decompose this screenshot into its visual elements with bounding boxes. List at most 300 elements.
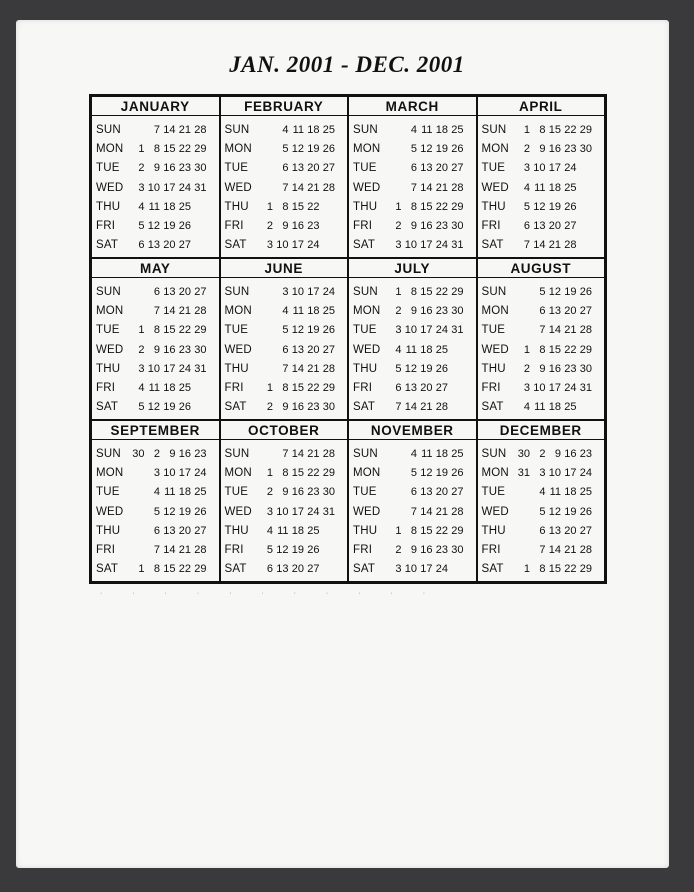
- weekday-row: [225, 359, 345, 378]
- date-number: [258, 363, 274, 375]
- weekday-label: WED: [481, 181, 509, 194]
- date-number: 22: [435, 200, 448, 213]
- date-number: 2: [395, 304, 402, 317]
- date-number: 15: [548, 563, 561, 576]
- date-list: [258, 544, 336, 556]
- weekday-row: [96, 216, 216, 235]
- weekday-row: [482, 521, 602, 540]
- date-number: [258, 182, 274, 194]
- weekday-label: SAT: [224, 239, 247, 252]
- weekday-row: [353, 463, 473, 482]
- date-number: 16: [291, 220, 304, 233]
- date-number: 18: [548, 401, 561, 414]
- date-number: 12: [548, 505, 561, 518]
- date-list: [258, 344, 336, 356]
- date-number: 11: [148, 382, 160, 395]
- date-number: 7: [153, 123, 160, 136]
- date-number: 16: [420, 220, 433, 233]
- date-number: [320, 220, 336, 232]
- weekday-label: THU: [224, 362, 249, 375]
- date-number: 24: [178, 362, 191, 375]
- date-number: 2: [523, 362, 530, 375]
- date-number: 27: [194, 285, 207, 298]
- date-number: 25: [451, 447, 464, 460]
- date-number: 28: [194, 123, 207, 136]
- weekday-label: MON: [353, 466, 381, 479]
- date-number: 26: [564, 200, 577, 213]
- date-number: 22: [178, 563, 191, 576]
- date-number: 20: [420, 382, 433, 395]
- weekday-row: [225, 236, 345, 255]
- date-number: 4: [153, 486, 160, 499]
- date-number: 5: [410, 142, 417, 155]
- date-number: [191, 220, 207, 232]
- date-number: 2: [266, 220, 273, 233]
- weekday-label: WED: [481, 343, 509, 356]
- date-number: 6: [282, 343, 289, 356]
- date-number: [258, 124, 274, 136]
- weekday-row: [96, 444, 216, 463]
- date-number: 20: [178, 524, 191, 537]
- date-list: [129, 506, 207, 518]
- date-list: [515, 201, 593, 213]
- date-number: [320, 544, 336, 556]
- date-number: 31: [194, 181, 207, 194]
- date-number: 14: [548, 544, 561, 557]
- date-number: 23: [564, 362, 577, 375]
- weekday-row: [225, 282, 345, 301]
- date-number: 17: [163, 181, 176, 194]
- date-number: 10: [163, 466, 176, 479]
- week-rows: [349, 440, 476, 581]
- date-number: 30: [194, 343, 207, 356]
- date-list: [386, 486, 464, 498]
- date-number: [258, 162, 274, 174]
- date-list: [515, 182, 593, 194]
- date-number: [577, 401, 593, 413]
- date-number: 18: [435, 447, 448, 460]
- weekday-row: [482, 216, 602, 235]
- date-number: 16: [163, 162, 176, 175]
- weekday-label: FRI: [481, 544, 501, 557]
- calendar-title: JAN. 2001 - DEC. 2001: [229, 52, 465, 77]
- date-number: 26: [178, 401, 191, 414]
- date-number: 24: [322, 285, 335, 298]
- weekday-row: [225, 483, 345, 502]
- weekday-label: THU: [353, 362, 378, 375]
- month-name: AUGUST: [478, 259, 605, 278]
- date-number: [129, 506, 145, 518]
- weekday-label: TUE: [96, 162, 120, 175]
- date-number: [448, 401, 464, 413]
- weekday-label: MON: [224, 466, 252, 479]
- date-number: 10: [404, 563, 417, 576]
- weekday-label: SUN: [353, 123, 378, 136]
- date-list: [515, 239, 593, 251]
- weekday-label: FRI: [224, 544, 244, 557]
- week-rows: [221, 116, 348, 257]
- month-name: MARCH: [349, 97, 476, 116]
- weekday-label: SUN: [96, 447, 121, 460]
- weekday-row: [225, 340, 345, 359]
- date-number: 3: [266, 505, 273, 518]
- date-number: [129, 525, 145, 537]
- date-number: 20: [548, 220, 561, 233]
- weekday-label: TUE: [224, 486, 249, 499]
- date-number: [258, 286, 274, 298]
- date-number: 25: [178, 382, 191, 395]
- date-list: [258, 305, 336, 317]
- weekday-row: [353, 216, 473, 235]
- date-list: [129, 401, 207, 413]
- date-number: 28: [564, 239, 577, 252]
- date-number: 9: [410, 544, 417, 557]
- date-number: 20: [435, 486, 448, 499]
- date-list: [515, 305, 593, 317]
- date-number: 12: [291, 324, 304, 337]
- weekday-label: WED: [353, 181, 381, 194]
- date-number: 19: [307, 142, 320, 155]
- date-list: [258, 525, 336, 537]
- month-block-january: [91, 96, 220, 258]
- date-number: 22: [435, 524, 448, 537]
- date-number: 1: [138, 563, 145, 576]
- weekday-row: [353, 398, 473, 417]
- date-number: 8: [539, 123, 546, 136]
- month-block-september: [91, 420, 220, 582]
- date-number: 10: [548, 466, 561, 479]
- date-number: 15: [420, 285, 433, 298]
- weekday-label: TUE: [481, 324, 506, 337]
- date-number: 10: [291, 285, 304, 298]
- date-list: [258, 382, 336, 394]
- date-number: 19: [435, 142, 448, 155]
- month-name: JANUARY: [92, 97, 219, 116]
- date-number: 3: [395, 239, 402, 252]
- weekday-row: [96, 197, 216, 216]
- date-list: [386, 286, 464, 298]
- date-number: 27: [307, 563, 320, 576]
- date-number: 5: [282, 142, 289, 155]
- date-number: [515, 286, 531, 298]
- weekday-row: [482, 197, 602, 216]
- weekday-row: [482, 321, 602, 340]
- date-number: 13: [548, 304, 561, 317]
- date-number: 12: [291, 142, 304, 155]
- date-number: 23: [307, 486, 320, 499]
- date-number: 15: [163, 142, 176, 155]
- month-block-february: [220, 96, 349, 258]
- date-number: 26: [451, 142, 464, 155]
- date-number: 12: [548, 285, 561, 298]
- date-number: 26: [307, 544, 320, 557]
- date-number: [386, 506, 402, 518]
- date-number: [129, 305, 145, 317]
- date-list: [258, 286, 336, 298]
- date-number: 29: [579, 343, 592, 356]
- date-number: 21: [178, 544, 191, 557]
- date-number: 23: [178, 343, 191, 356]
- date-number: 15: [548, 123, 561, 136]
- month-block-march: [348, 96, 477, 258]
- weekday-row: [225, 398, 345, 417]
- weekday-label: THU: [481, 524, 506, 537]
- weekday-label: THU: [224, 200, 249, 213]
- date-number: 10: [404, 324, 417, 337]
- date-number: 9: [410, 220, 417, 233]
- date-number: 14: [291, 362, 304, 375]
- date-number: 20: [307, 343, 320, 356]
- weekday-row: [225, 321, 345, 340]
- weekday-label: SUN: [224, 123, 250, 136]
- date-number: 11: [534, 401, 546, 414]
- date-list: [258, 239, 336, 251]
- date-number: 9: [410, 304, 417, 317]
- weekday-row: [353, 340, 473, 359]
- weekday-label: THU: [481, 200, 506, 213]
- date-number: 10: [147, 362, 160, 375]
- date-number: 17: [307, 285, 320, 298]
- date-number: 5: [523, 200, 530, 213]
- date-number: 27: [579, 304, 592, 317]
- date-number: 12: [163, 505, 176, 518]
- date-list: [386, 143, 464, 155]
- date-number: 27: [322, 343, 335, 356]
- weekday-row: [482, 483, 602, 502]
- weekday-row: [96, 463, 216, 482]
- weekday-row: [353, 502, 473, 521]
- date-number: 25: [178, 200, 191, 213]
- date-number: 17: [548, 162, 561, 175]
- weekday-label: TUE: [481, 486, 506, 499]
- weekday-label: FRI: [353, 382, 373, 395]
- date-number: 22: [564, 123, 577, 136]
- date-number: 3: [523, 382, 530, 395]
- date-number: 23: [307, 401, 320, 414]
- date-number: 13: [420, 162, 433, 175]
- month-block-april: [477, 96, 606, 258]
- date-number: 2: [395, 544, 402, 557]
- date-number: 14: [163, 544, 176, 557]
- date-number: 7: [410, 181, 417, 194]
- date-number: 4: [138, 200, 145, 213]
- date-list: [515, 506, 593, 518]
- weekday-row: [96, 398, 216, 417]
- date-number: 2: [138, 162, 145, 175]
- date-number: 22: [435, 285, 448, 298]
- date-number: 9: [282, 220, 289, 233]
- date-number: 2: [153, 447, 160, 460]
- date-number: 24: [178, 181, 191, 194]
- weekday-label: MON: [96, 466, 124, 479]
- date-number: 30: [579, 142, 592, 155]
- date-list: [515, 344, 593, 356]
- date-number: 16: [291, 401, 304, 414]
- date-number: [577, 162, 593, 174]
- weekday-label: WED: [96, 505, 124, 518]
- date-number: 31: [194, 362, 207, 375]
- date-number: 18: [307, 304, 320, 317]
- weekday-row: [353, 120, 473, 139]
- date-number: 29: [451, 200, 464, 213]
- weekday-row: [482, 359, 602, 378]
- date-number: 2: [266, 401, 273, 414]
- date-number: 17: [291, 239, 304, 252]
- weekday-label: WED: [353, 343, 381, 356]
- date-number: 5: [410, 466, 417, 479]
- date-number: 27: [579, 524, 592, 537]
- date-number: 19: [420, 362, 433, 375]
- date-list: [258, 563, 336, 575]
- date-number: 5: [282, 324, 289, 337]
- date-number: 11: [148, 200, 160, 213]
- date-number: [129, 124, 145, 136]
- date-number: 11: [421, 447, 433, 460]
- date-number: 18: [163, 200, 176, 213]
- date-number: 2: [266, 486, 273, 499]
- date-number: 27: [451, 162, 464, 175]
- month-name: DECEMBER: [478, 421, 605, 440]
- weekday-label: TUE: [353, 162, 377, 175]
- week-rows: [478, 440, 605, 581]
- date-number: 19: [163, 220, 176, 233]
- weekday-label: TUE: [224, 162, 249, 175]
- date-number: 22: [307, 382, 320, 395]
- date-number: 3: [266, 239, 273, 252]
- date-number: [258, 143, 274, 155]
- date-number: 29: [579, 563, 592, 576]
- weekday-label: MON: [481, 466, 509, 479]
- date-list: [386, 182, 464, 194]
- date-number: 29: [451, 285, 464, 298]
- date-number: 10: [533, 162, 546, 175]
- date-number: 25: [564, 181, 577, 194]
- date-number: 30: [451, 304, 464, 317]
- date-number: [129, 486, 145, 498]
- weekday-row: [96, 340, 216, 359]
- weekday-label: SAT: [481, 239, 504, 252]
- date-list: [386, 305, 464, 317]
- date-number: 6: [410, 162, 417, 175]
- date-number: 16: [178, 447, 191, 460]
- date-number: [191, 239, 207, 251]
- date-number: 16: [548, 362, 561, 375]
- date-number: 21: [420, 401, 433, 414]
- date-number: 24: [564, 382, 577, 395]
- date-number: 13: [147, 239, 160, 252]
- date-number: 14: [420, 181, 433, 194]
- weekday-row: [225, 216, 345, 235]
- date-number: 21: [178, 123, 191, 136]
- date-number: 10: [404, 239, 417, 252]
- date-number: 10: [276, 505, 289, 518]
- date-number: 13: [548, 524, 561, 537]
- date-number: 1: [266, 200, 273, 213]
- date-number: 5: [539, 285, 546, 298]
- weekday-label: FRI: [353, 544, 373, 557]
- date-list: [515, 162, 593, 174]
- date-number: 11: [292, 123, 304, 136]
- date-number: 18: [291, 524, 304, 537]
- weekday-row: [96, 359, 216, 378]
- month-name: OCTOBER: [221, 421, 348, 440]
- weekday-row: [225, 560, 345, 579]
- date-number: 10: [533, 382, 546, 395]
- date-number: 5: [266, 544, 273, 557]
- weekday-row: [96, 321, 216, 340]
- date-number: 22: [178, 324, 191, 337]
- date-list: [129, 467, 207, 479]
- date-number: [515, 486, 531, 498]
- weekday-label: TUE: [353, 324, 377, 337]
- date-number: 1: [395, 524, 402, 537]
- date-list: [386, 220, 464, 232]
- date-list: [515, 124, 593, 136]
- date-number: 15: [420, 524, 433, 537]
- weekday-label: SUN: [96, 123, 121, 136]
- weekday-row: [482, 378, 602, 397]
- date-number: 20: [564, 524, 577, 537]
- date-list: [129, 324, 207, 336]
- weekday-label: FRI: [96, 544, 116, 557]
- weekday-row: [96, 560, 216, 579]
- date-list: [258, 467, 336, 479]
- date-number: 17: [178, 466, 191, 479]
- date-number: 13: [404, 382, 417, 395]
- date-number: 28: [322, 362, 335, 375]
- weekday-row: [482, 139, 602, 158]
- date-number: 8: [282, 200, 289, 213]
- date-number: 22: [307, 200, 320, 213]
- date-number: 14: [533, 239, 546, 252]
- weekday-row: [96, 159, 216, 178]
- weekday-row: [225, 378, 345, 397]
- date-list: [129, 124, 207, 136]
- date-number: [191, 382, 207, 394]
- date-list: [129, 162, 207, 174]
- month-block-june: [220, 258, 349, 420]
- date-number: 5: [395, 362, 402, 375]
- date-number: 11: [549, 486, 561, 499]
- date-number: [448, 563, 464, 575]
- date-list: [258, 162, 336, 174]
- weekday-label: THU: [224, 524, 249, 537]
- date-number: 10: [276, 239, 289, 252]
- date-number: 20: [307, 162, 320, 175]
- date-number: [577, 201, 593, 213]
- date-number: [258, 448, 274, 460]
- date-number: 21: [564, 324, 577, 337]
- date-number: [258, 344, 274, 356]
- weekday-label: MON: [96, 142, 124, 155]
- date-number: 6: [153, 524, 160, 537]
- weekday-row: [353, 378, 473, 397]
- date-number: 24: [435, 239, 448, 252]
- date-list: [386, 363, 464, 375]
- weekday-row: [225, 301, 345, 320]
- month-name: APRIL: [478, 97, 605, 116]
- weekday-row: [482, 282, 602, 301]
- date-number: 6: [523, 220, 530, 233]
- month-block-october: [220, 420, 349, 582]
- date-number: 4: [266, 524, 273, 537]
- date-number: 18: [435, 123, 448, 136]
- date-number: 5: [539, 505, 546, 518]
- date-list: [386, 544, 464, 556]
- date-list: [129, 544, 207, 556]
- date-list: [129, 182, 207, 194]
- weekday-label: SAT: [481, 563, 504, 576]
